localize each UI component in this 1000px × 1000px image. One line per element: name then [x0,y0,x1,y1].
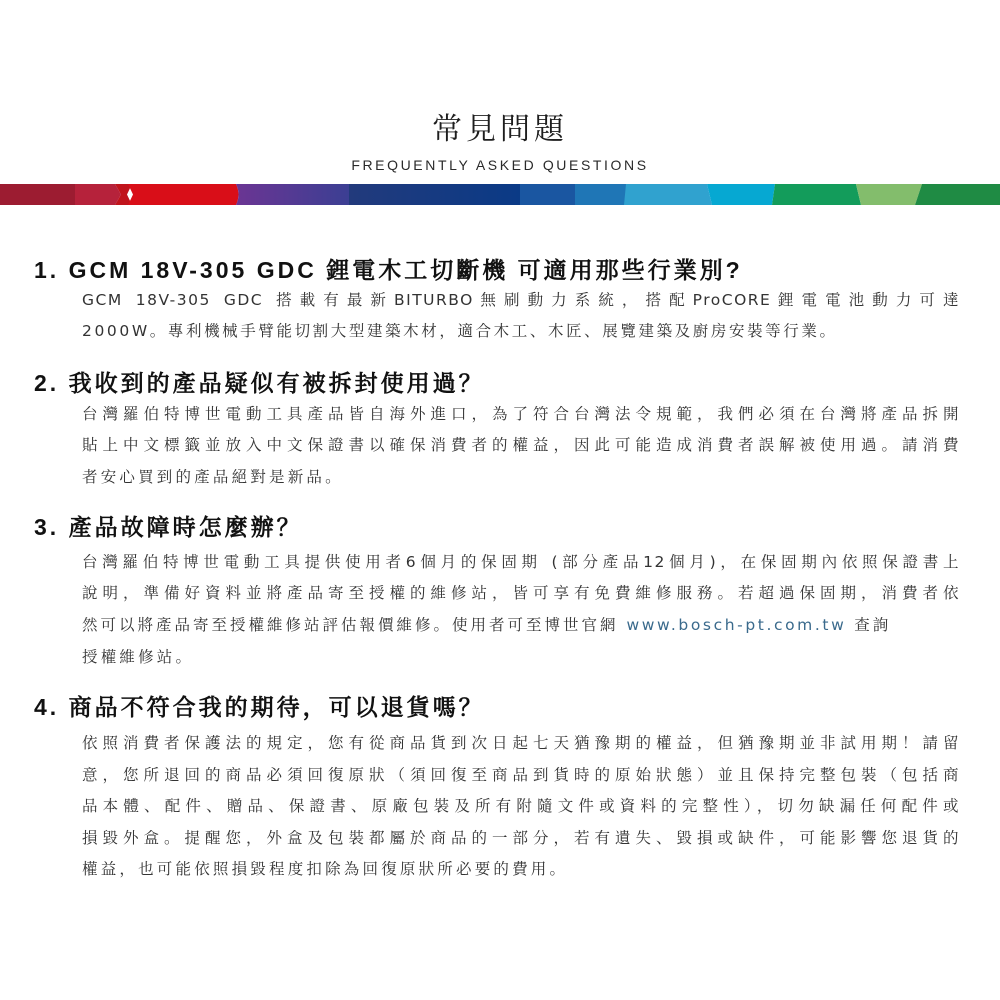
faq-answer-line: 品本體、配件、贈品、保證書、原廠包裝及所有附隨文件或資料的完整性），切勿缺漏任何配件或 [82,797,960,815]
faq-answer-line [82,614,891,636]
page-subtitle: FREQUENTLY ASKED QUESTIONS [351,157,649,173]
bosch-website-link[interactable]: www.bosch-pt.com.tw [626,616,847,634]
faq-answer-line: 2000W。專利機械手臂能切割大型建築木材，適合木工、木匠、展覽建築及廚房安裝等行業。 [82,322,838,340]
page-title: 常見問題 [432,112,568,147]
faq-question: 1. GCM 18V-305 GDC 鋰電木工切斷機 可適用那些行業別? [34,257,743,283]
faq-answer-line: 說明，準備好資料並將產品寄至授權的維修站，皆可享有免費維修服務。若超過保固期，消費者依 [82,584,960,602]
faq-answer-line: 依照消費者保護法的規定，您有從商品貨到次日起七天猶豫期的權益，但猶豫期並非試用期！請留 [82,734,960,752]
faq-answer-line: 台灣羅伯特博世電動工具提供使用者6個月的保固期 (部分產品12個月)，在保固期內依照保證書上 [82,553,960,571]
brand-color-band [0,184,1000,205]
faq-question: 2. 我收到的產品疑似有被拆封使用過？ [34,370,485,396]
faq-answer-line: 授權維修站。 [82,648,195,666]
faq-answer-line: 貼上中文標籤並放入中文保證書以確保消費者的權益，因此可能造成消費者誤解被使用過。請消費 [82,436,960,454]
faq-answer-line: GCM 18V-305 GDC 搭載有最新BITURBO無刷動力系統，搭配ProCORE鋰電電池動力可達 [82,291,960,309]
faq-answer-line: 權益，也可能依照損毀程度扣除為回復原狀所必要的費用。 [82,860,569,878]
faq-question: 4. 商品不符合我的期待，可以退貨嗎？ [34,694,485,720]
faq-header [0,110,1000,174]
faq-answer-line: 台灣羅伯特博世電動工具產品皆自海外進口，為了符合台灣法令規範，我們必須在台灣將產品拆開 [82,405,960,423]
faq-answer-text: 查詢 [854,616,892,634]
faq-answer-line: 者安心買到的產品絕對是新品。 [82,468,344,486]
faq-answer-line: 意，您所退回的商品必須回復原狀（須回復至商品到貨時的原始狀態）並且保持完整包裝（包括商 [82,766,960,784]
faq-answer-text: 然可以將產品寄至授權維修站評估報價維修。使用者可至博世官網 [82,616,619,634]
faq-answer-line: 損毀外盒。提醒您，外盒及包裝都屬於商品的一部分，若有遺失、毀損或缺件，可能影響您退貨的 [82,829,960,847]
faq-question: 3. 產品故障時怎麼辦？ [34,514,303,540]
